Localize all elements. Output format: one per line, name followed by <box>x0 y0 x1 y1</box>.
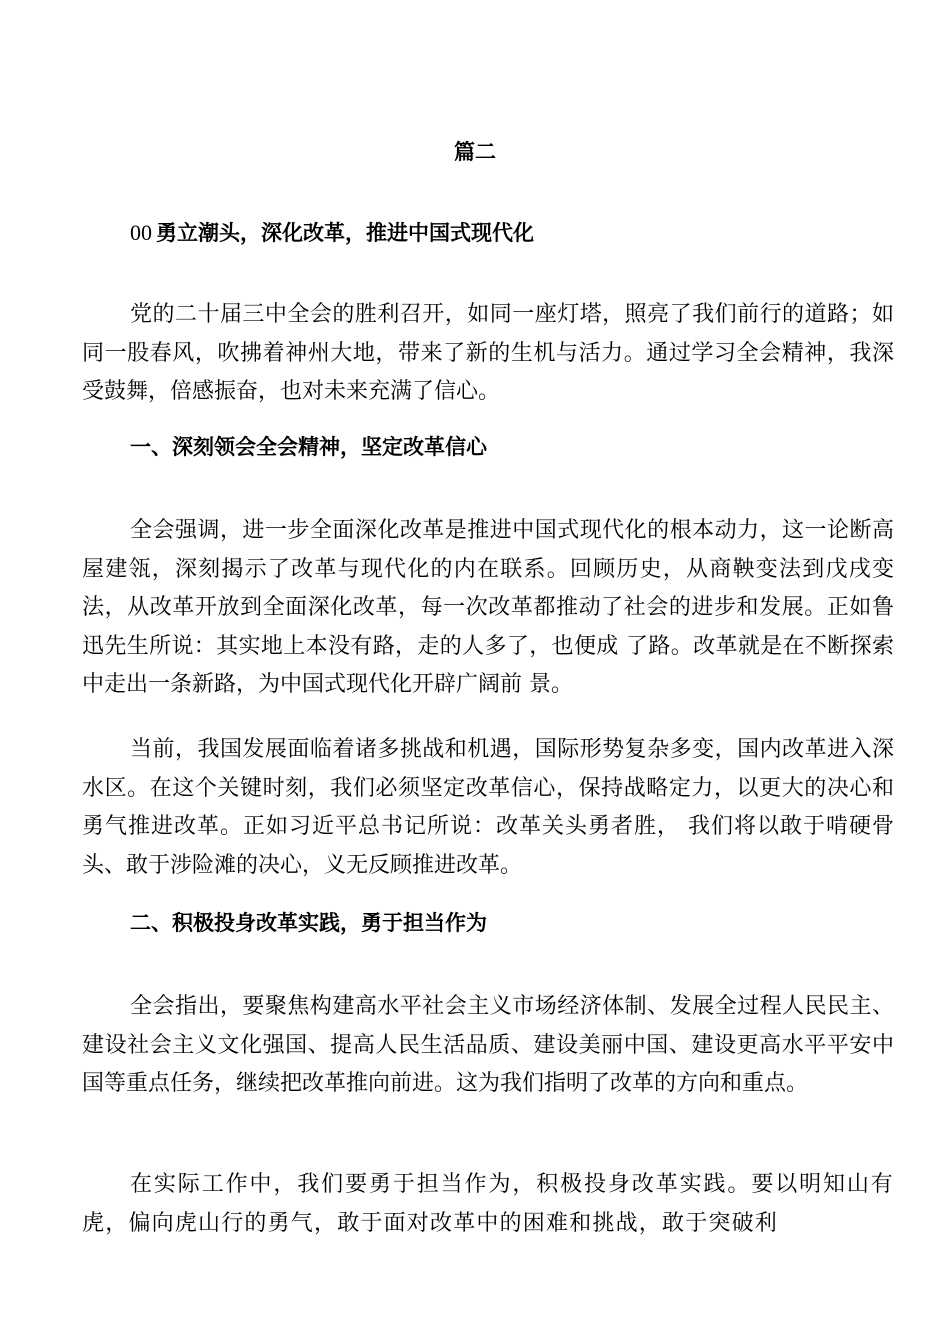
paragraph-key-tasks: 全会指出，要聚焦构建高水平社会主义市场经济体制、发展全过程人民民主、建设社会主义文化强国、提高人民生活品质、建设美丽中国、建设更高水平平安中国等重点任务，继续把改革推向前进。这为我们指明了改革的方向和重点。 <box>82 994 894 1097</box>
paragraph-reform-history: 全会强调，进一步全面深化改革是推进中国式现代化的根本动力，这一论断高屋建瓴，深刻揭示了改革与现代化的内在联系。回顾历史，从商鞅变法到戊戌变法，从改革开放到全面深化改革，每一次改革都推动了社会的进步和发展。正如鲁迅先生所说：其实地上本没有路，走的人多了，也便成 了路。改革就是在不断探索中走出一条新路，为中国式现代化开辟广阔前 景。 <box>82 518 894 698</box>
document-title <box>130 219 534 247</box>
title-number: 00 <box>130 220 152 245</box>
paragraph-current-challenges: 当前，我国发展面临着诸多挑战和机遇，国际形势复杂多变，国内改革进入深水区。在这个关键时刻，我们必须坚定改革信心，保持战略定力，以更大的决心和勇气推进改革。正如习近平总书记所说：改革关头勇者胜， 我们将以敢于啃硬骨头、敢于涉险滩的决心，义无反顾推进改革。 <box>82 737 894 878</box>
paragraph-practice: 在实际工作中，我们要勇于担当作为，积极投身改革实践。要以明知山有虎，偏向虎山行的勇气，敢于面对改革中的困难和挑战，敢于突破利 <box>82 1172 894 1236</box>
paragraph-intro: 党的二十届三中全会的胜利召开，如同一座灯塔，照亮了我们前行的道路；如同一股春风，吹拂着神州大地，带来了新的生机与活力。通过学习全会精神，我深受鼓舞，倍感振奋，也对未来充满了信心。 <box>82 302 894 405</box>
section-heading-2: 二、积极投身改革实践，勇于担当作为 <box>130 911 487 935</box>
part-label: 篇二 <box>454 140 496 164</box>
title-text: 勇立潮头，深化改革，推进中国式现代化 <box>156 221 534 245</box>
section-heading-1: 一、深刻领会全会精神，坚定改革信心 <box>130 435 487 459</box>
